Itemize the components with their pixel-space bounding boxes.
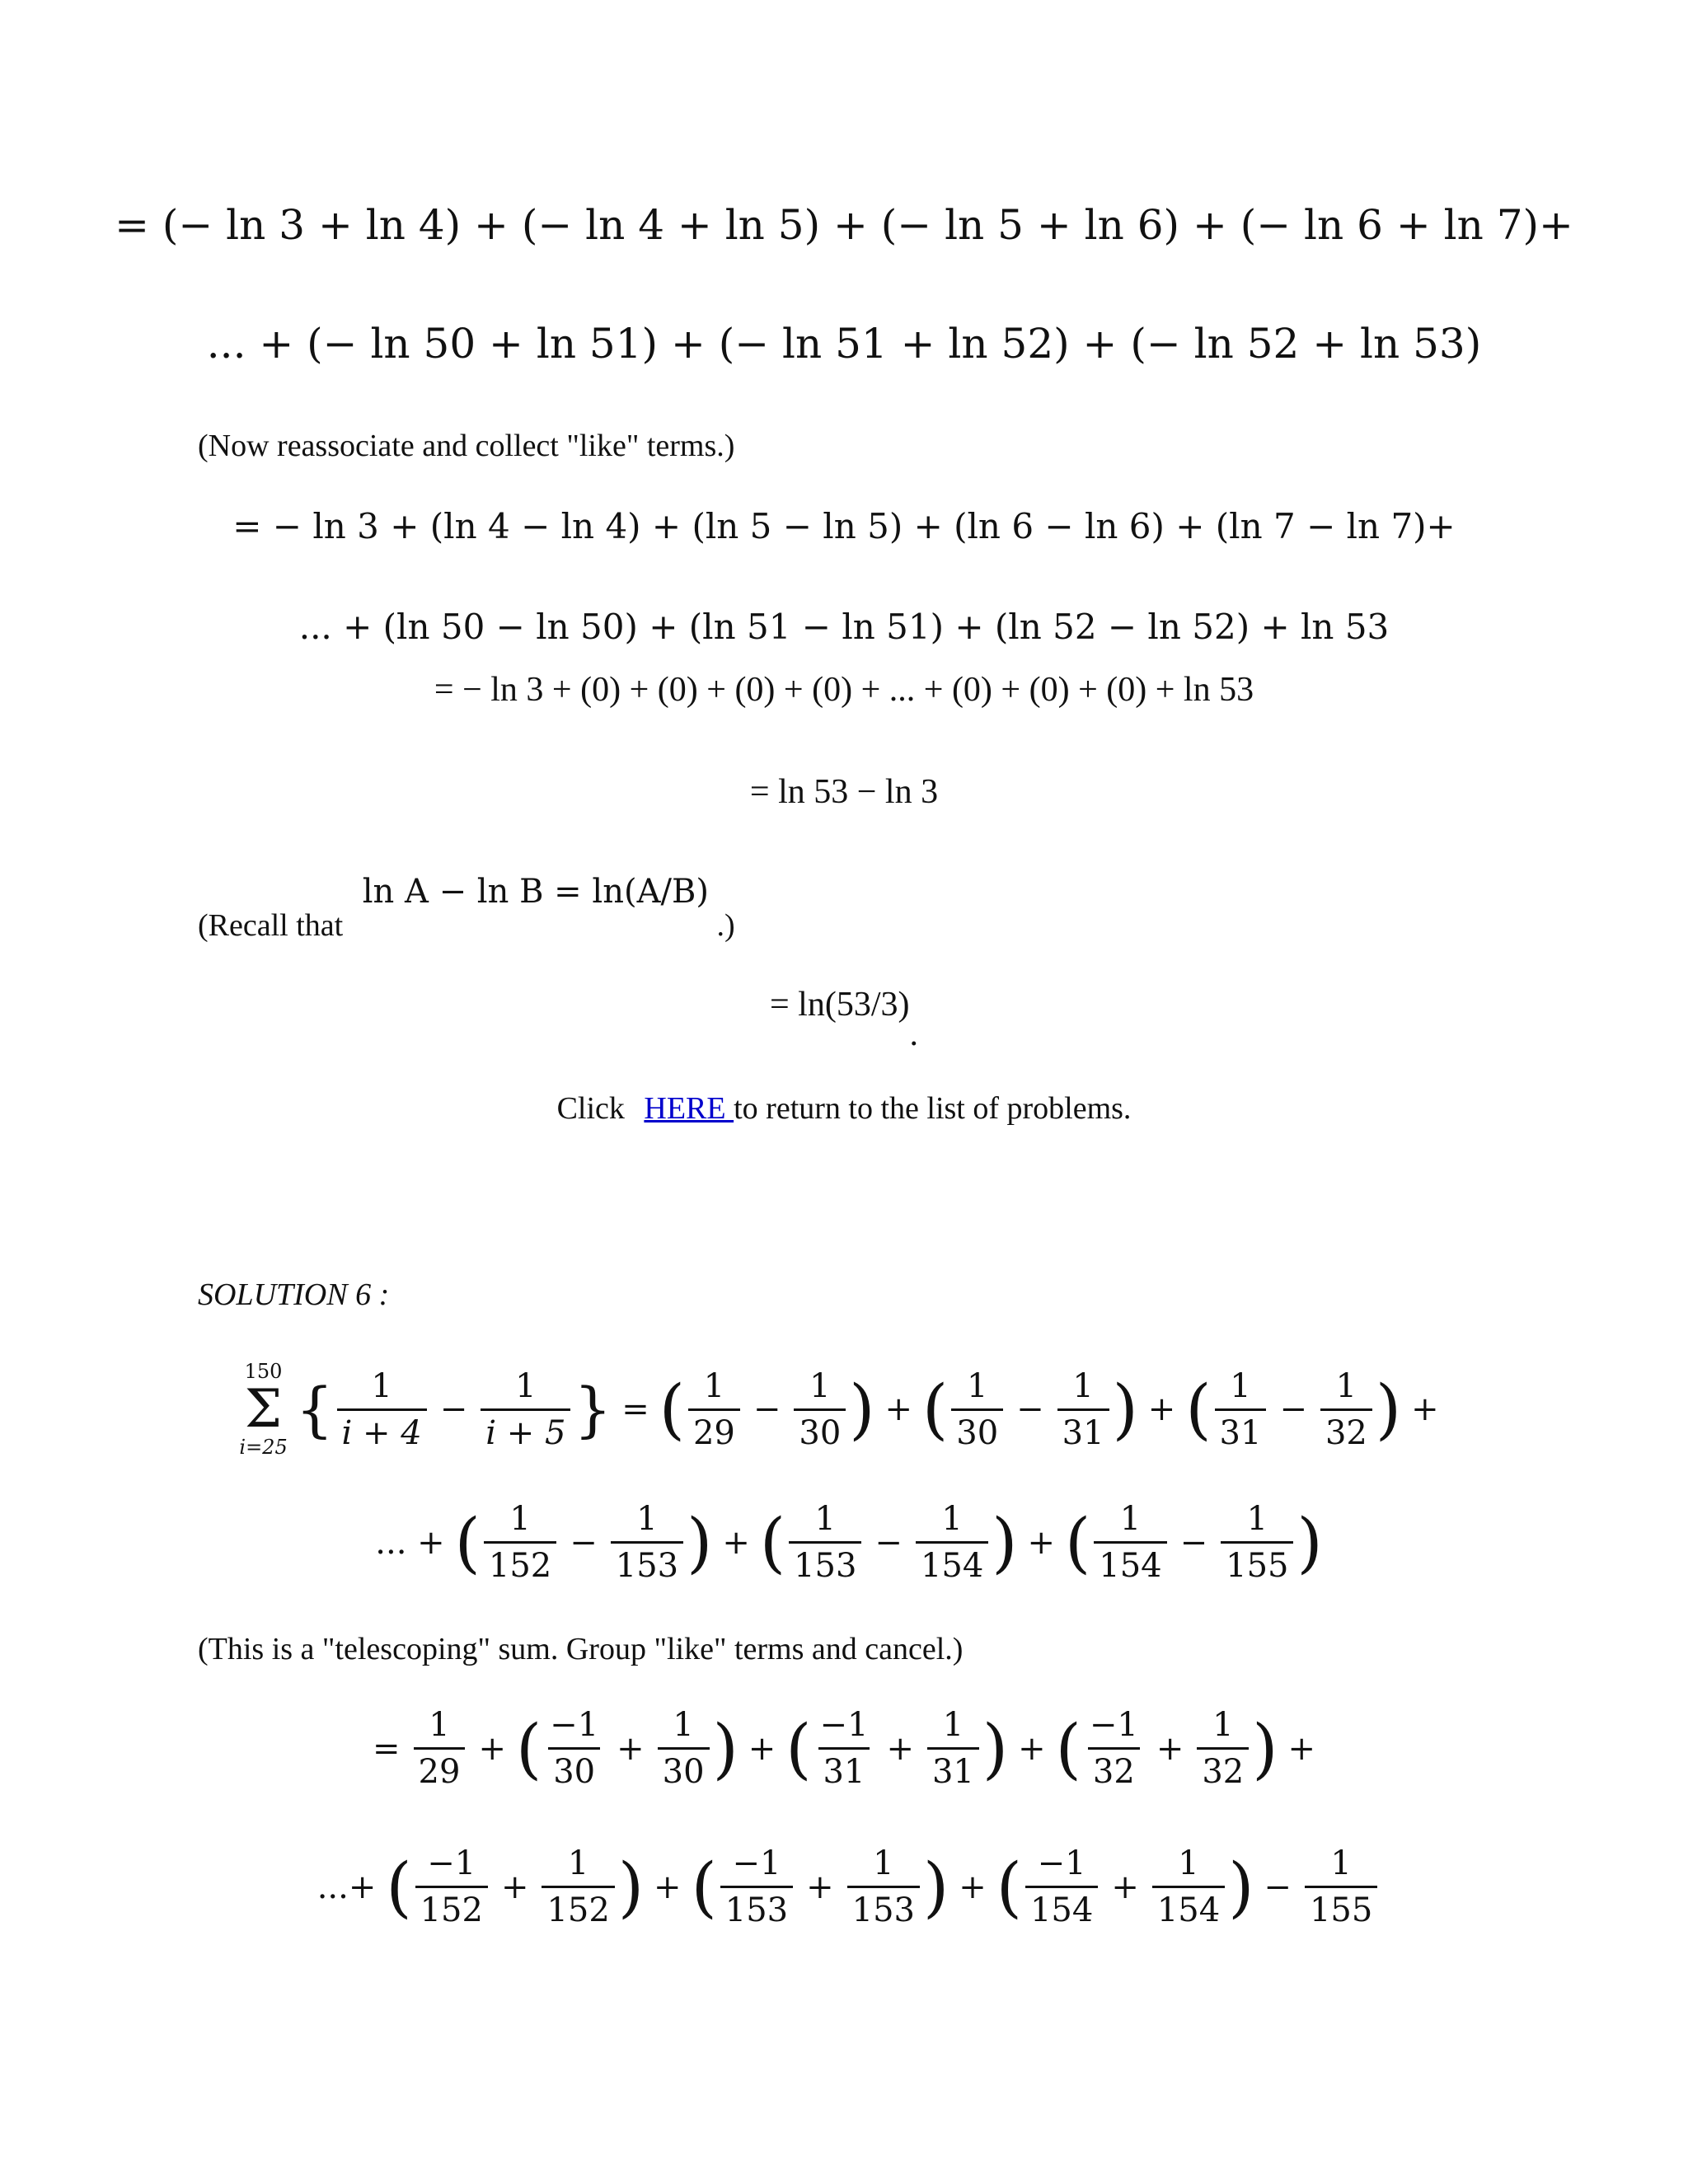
fraction-row-c [0, 1706, 1688, 1791]
numerator: 1 [1246, 1500, 1268, 1538]
numerator: −1 [427, 1844, 476, 1882]
numerator: 1 [809, 1366, 831, 1405]
plus-sign: + [886, 1729, 914, 1768]
right-brace: } [574, 1375, 612, 1444]
ellipsis-plus: ...+ [316, 1868, 377, 1906]
fraction [414, 1706, 466, 1791]
denominator: 153 [611, 1541, 683, 1585]
recall-formula: ln A − ln B = ln(A/B) [362, 873, 709, 911]
right-paren: ) [1375, 1371, 1402, 1447]
right-paren: ) [1228, 1848, 1254, 1925]
fraction [1305, 1844, 1377, 1929]
equation-line-5: = − ln 3 + (0) + (0) + (0) + (0) + ... + (0) + (0) + (0) + ln 53 [434, 671, 1254, 709]
denominator: 30 [794, 1408, 846, 1452]
plus-sign: + [617, 1729, 645, 1768]
numerator: 1 [942, 1706, 964, 1744]
fraction [1215, 1367, 1267, 1452]
sum-upper-limit: 150 [244, 1360, 283, 1383]
right-paren: ) [1112, 1371, 1138, 1447]
plus-sign: + [1111, 1868, 1139, 1906]
sigma-symbol: Σ [244, 1379, 283, 1440]
equals-sign: = [621, 1390, 649, 1428]
plus-sign: + [1147, 1390, 1176, 1428]
numerator: 1 [814, 1500, 836, 1538]
right-paren: ) [1296, 1503, 1323, 1581]
denominator: 155 [1221, 1541, 1293, 1585]
equals-sign: = [373, 1729, 401, 1768]
recall-note [198, 873, 735, 943]
plus-sign: + [722, 1523, 750, 1562]
denominator: 30 [658, 1747, 710, 1791]
plus-sign: + [806, 1868, 834, 1906]
numerator: −1 [550, 1706, 599, 1744]
left-paren: ( [691, 1848, 717, 1925]
fraction [1197, 1706, 1249, 1791]
fraction [1320, 1367, 1372, 1452]
numerator: 1 [429, 1706, 450, 1744]
fraction [484, 1500, 556, 1585]
numerator: 1 [1072, 1366, 1094, 1405]
sum-lower-limit: i=25 [239, 1436, 288, 1459]
equation-line-1: = (− ln 3 + ln 4) + (− ln 4 + ln 5) + (− ln 5 + ln 6) + (− ln 6 + ln 7)+ [115, 201, 1573, 249]
denominator: 153 [847, 1886, 920, 1929]
numerator: 1 [873, 1844, 894, 1882]
right-paren: ) [687, 1503, 713, 1581]
minus-sign: − [874, 1523, 903, 1562]
denominator: 154 [916, 1541, 988, 1585]
numerator: 1 [567, 1844, 589, 1882]
plus-sign: + [500, 1868, 529, 1906]
left-paren: ( [922, 1371, 949, 1447]
denominator: i + 4 [337, 1408, 427, 1452]
denominator: 31 [1057, 1408, 1109, 1452]
plus-sign: + [654, 1868, 682, 1906]
note-telescoping: (This is a "telescoping" sum. Group "like" terms and cancel.) [198, 1632, 964, 1666]
left-paren: ( [659, 1371, 685, 1447]
numerator: 1 [1212, 1706, 1234, 1744]
fraction [1152, 1844, 1225, 1929]
numerator: −1 [1089, 1706, 1138, 1744]
denominator: 152 [484, 1541, 556, 1585]
numerator: 1 [509, 1500, 531, 1538]
sum-equation-row [0, 1360, 1688, 1459]
fraction [658, 1706, 710, 1791]
denominator: 29 [688, 1408, 740, 1452]
left-paren: ( [996, 1848, 1022, 1925]
denominator: 154 [1025, 1886, 1098, 1929]
plus-sign: + [478, 1729, 506, 1768]
left-paren: ( [515, 1709, 542, 1787]
denominator: 32 [1197, 1747, 1249, 1791]
fraction [789, 1500, 861, 1585]
fraction [545, 1706, 603, 1791]
fraction [542, 1844, 614, 1929]
plus-sign: + [959, 1868, 987, 1906]
denominator: 153 [720, 1886, 793, 1929]
denominator: 154 [1094, 1541, 1166, 1585]
minus-sign: − [1179, 1523, 1208, 1562]
fraction [1057, 1367, 1109, 1452]
minus-sign: − [439, 1390, 468, 1428]
denominator: 153 [789, 1541, 861, 1585]
note-reassociate: (Now reassociate and collect "like" terms.) [198, 429, 735, 463]
denominator: 152 [415, 1886, 488, 1929]
denominator: 29 [414, 1747, 466, 1791]
fraction [611, 1500, 683, 1585]
fraction [720, 1844, 793, 1929]
fraction [481, 1367, 570, 1452]
plus-sign: + [1027, 1523, 1056, 1562]
right-paren: ) [992, 1503, 1018, 1581]
plus-sign: + [748, 1729, 776, 1768]
equation-line-7 [0, 986, 1688, 1053]
right-paren: ) [712, 1709, 738, 1787]
numerator: 1 [1335, 1366, 1357, 1405]
left-brace: { [295, 1375, 334, 1444]
numerator: 1 [1230, 1366, 1251, 1405]
click-suffix: to return to the list of problems. [734, 1091, 1132, 1126]
summation [239, 1360, 287, 1459]
fraction [927, 1706, 979, 1791]
denominator: 31 [927, 1747, 979, 1791]
plus-sign: + [884, 1390, 913, 1428]
numerator: −1 [819, 1706, 869, 1744]
equation-line-2: ... + (− ln 50 + ln 51) + (− ln 51 + ln 52) + (− ln 52 + ln 53) [206, 320, 1482, 368]
minus-sign: − [1279, 1390, 1307, 1428]
numerator: −1 [1037, 1844, 1086, 1882]
fraction [688, 1367, 740, 1452]
fraction [815, 1706, 874, 1791]
fraction [337, 1367, 427, 1452]
right-paren: ) [849, 1371, 875, 1447]
plus-sign: + [1411, 1390, 1439, 1428]
fraction-row-b [0, 1500, 1688, 1585]
minus-sign: − [753, 1390, 781, 1428]
fraction [1025, 1844, 1098, 1929]
numerator: 1 [966, 1366, 988, 1405]
denominator: 31 [1215, 1408, 1267, 1452]
minus-sign: − [1016, 1390, 1044, 1428]
left-paren: ( [386, 1848, 412, 1925]
equation-line-6: = ln 53 − ln 3 [749, 773, 939, 811]
numerator: −1 [732, 1844, 781, 1882]
numerator: 1 [371, 1366, 392, 1405]
denominator: 30 [548, 1747, 600, 1791]
fraction [1094, 1500, 1166, 1585]
equation-line-3: = − ln 3 + (ln 4 − ln 4) + (ln 5 − ln 5) + (ln 6 − ln 6) + (ln 7 − ln 7)+ [232, 506, 1456, 546]
left-paren: ( [1055, 1709, 1081, 1787]
numerator: 1 [515, 1366, 537, 1405]
recall-prefix: (Recall that [198, 908, 344, 943]
numerator: 1 [1330, 1844, 1352, 1882]
denominator: i + 5 [481, 1408, 570, 1452]
denominator: 154 [1152, 1886, 1225, 1929]
plus-sign: + [1156, 1729, 1184, 1768]
denominator: 152 [542, 1886, 614, 1929]
minus-sign: − [1264, 1868, 1292, 1906]
denominator: 155 [1305, 1886, 1377, 1929]
denominator: 30 [951, 1408, 1003, 1452]
ellipsis-plus: ... + [375, 1523, 445, 1562]
recall-suffix: .) [716, 908, 735, 943]
minus-sign: − [570, 1523, 598, 1562]
fraction [794, 1367, 846, 1452]
denominator: 31 [818, 1747, 870, 1791]
numerator: 1 [636, 1500, 658, 1538]
fraction [1085, 1706, 1143, 1791]
numerator: 1 [673, 1706, 694, 1744]
right-paren: ) [923, 1848, 950, 1925]
fraction [415, 1844, 488, 1929]
left-paren: ( [454, 1503, 481, 1581]
denominator: 32 [1320, 1408, 1372, 1452]
numerator: 1 [1178, 1844, 1199, 1882]
fraction [916, 1500, 988, 1585]
denominator: 32 [1088, 1747, 1140, 1791]
fraction-row-d [0, 1844, 1688, 1929]
numerator: 1 [703, 1366, 725, 1405]
plus-sign: + [1287, 1729, 1315, 1768]
right-paren: ) [982, 1709, 1009, 1787]
left-paren: ( [1065, 1503, 1091, 1581]
equation-line-7-dot: . [909, 1015, 918, 1053]
fraction [1221, 1500, 1293, 1585]
fraction [847, 1844, 920, 1929]
left-paren: ( [1185, 1371, 1212, 1447]
equation-line-4: ... + (ln 50 − ln 50) + (ln 51 − ln 51) + (ln 52 − ln 52) + ln 53 [298, 607, 1390, 647]
plus-sign: + [1018, 1729, 1046, 1768]
click-prefix: Click [556, 1091, 625, 1126]
right-paren: ) [1252, 1709, 1278, 1787]
numerator: 1 [941, 1500, 963, 1538]
fraction [951, 1367, 1003, 1452]
numerator: 1 [1119, 1500, 1142, 1538]
left-paren: ( [785, 1709, 812, 1787]
here-link[interactable]: HERE [644, 1091, 734, 1126]
equation-line-7-text: = ln(53/3) [770, 986, 910, 1024]
solution-6-heading: SOLUTION 6 : [198, 1277, 390, 1312]
return-link-line [0, 1093, 1688, 1124]
right-paren: ) [617, 1848, 645, 1925]
left-paren: ( [759, 1503, 786, 1581]
